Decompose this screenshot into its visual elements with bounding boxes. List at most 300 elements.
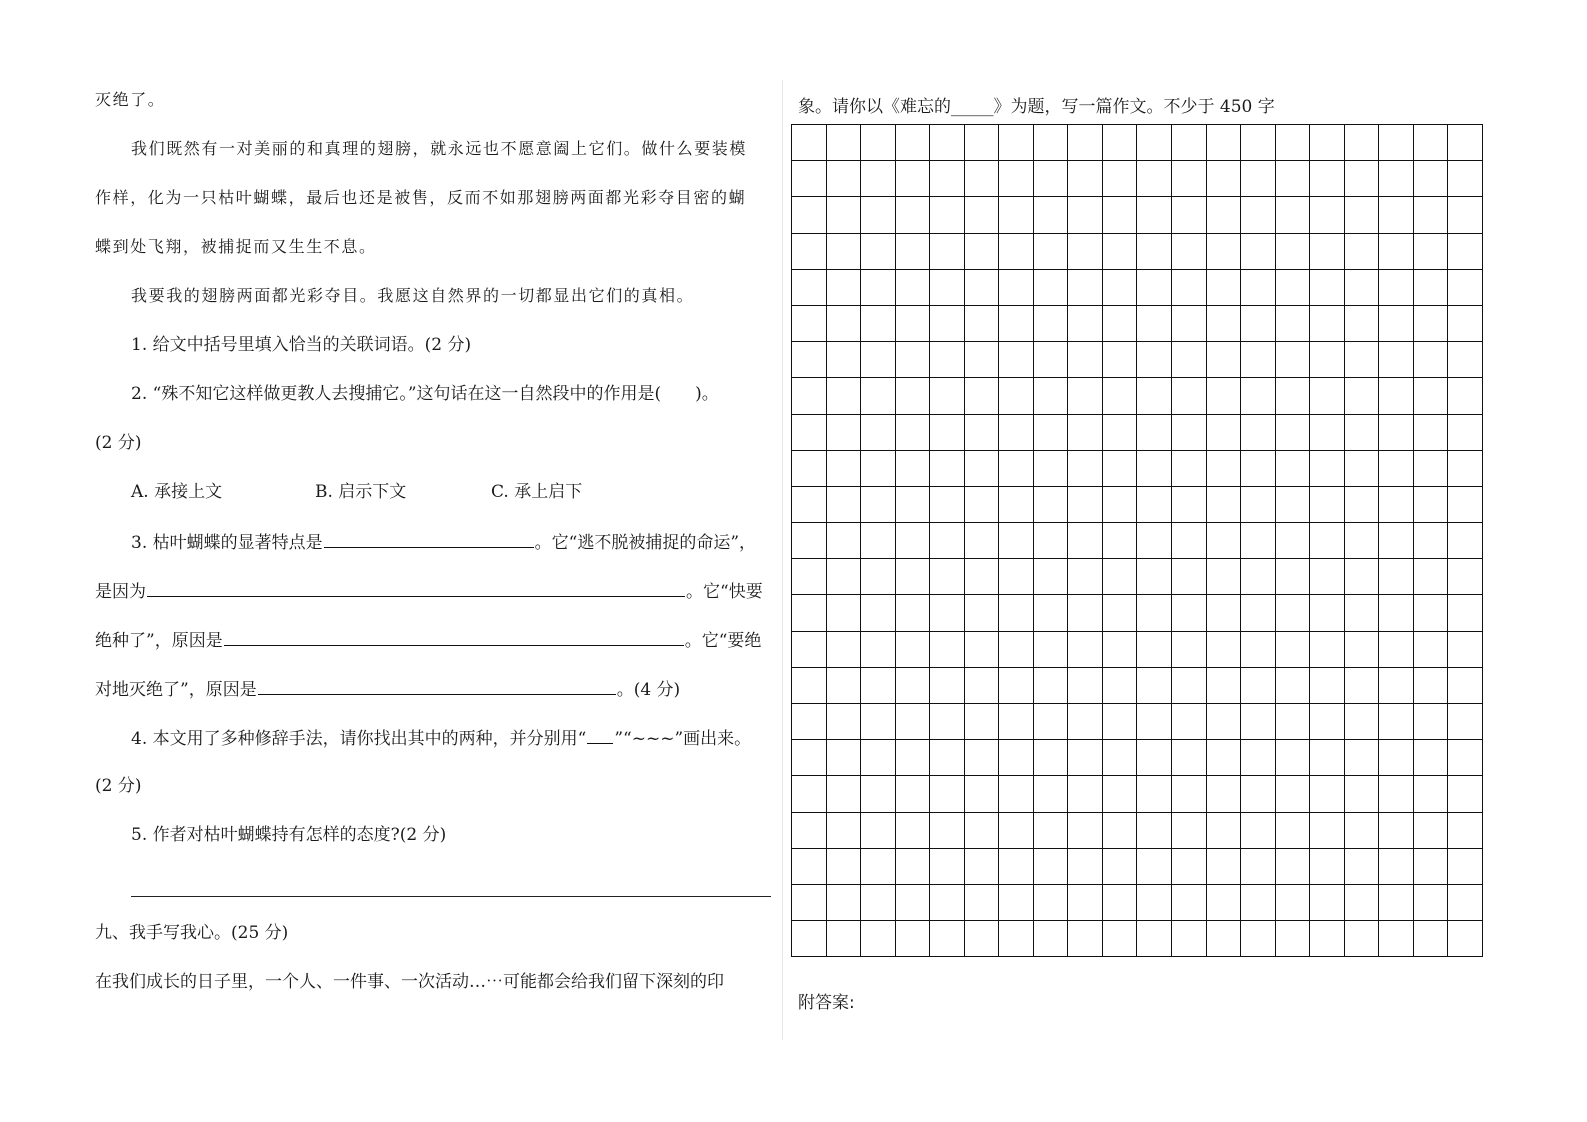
grid-cell[interactable] <box>1207 813 1242 849</box>
grid-cell[interactable] <box>930 595 965 631</box>
grid-cell[interactable] <box>1137 342 1172 378</box>
grid-cell[interactable] <box>792 451 827 487</box>
grid-cell[interactable] <box>1448 632 1483 668</box>
grid-cell[interactable] <box>1172 306 1207 342</box>
grid-cell[interactable] <box>1068 849 1103 885</box>
grid-cell[interactable] <box>1137 921 1172 957</box>
grid-cell[interactable] <box>1068 125 1103 161</box>
grid-cell[interactable] <box>827 270 862 306</box>
grid-cell[interactable] <box>1414 704 1449 740</box>
grid-cell[interactable] <box>792 270 827 306</box>
grid-cell[interactable] <box>999 161 1034 197</box>
grid-cell[interactable] <box>999 451 1034 487</box>
grid-cell[interactable] <box>965 849 1000 885</box>
grid-cell[interactable] <box>827 740 862 776</box>
grid-cell[interactable] <box>1379 704 1414 740</box>
grid-cell[interactable] <box>1448 487 1483 523</box>
grid-cell[interactable] <box>1276 921 1311 957</box>
grid-cell[interactable] <box>1241 125 1276 161</box>
grid-cell[interactable] <box>930 378 965 414</box>
grid-cell[interactable] <box>1034 161 1069 197</box>
grid-cell[interactable] <box>999 487 1034 523</box>
grid-cell[interactable] <box>1034 813 1069 849</box>
grid-cell[interactable] <box>1345 451 1380 487</box>
grid-cell[interactable] <box>827 885 862 921</box>
grid-cell[interactable] <box>1172 668 1207 704</box>
grid-cell[interactable] <box>1379 415 1414 451</box>
grid-cell[interactable] <box>1207 197 1242 233</box>
grid-cell[interactable] <box>896 885 931 921</box>
q3-blank-2[interactable] <box>147 578 685 597</box>
grid-cell[interactable] <box>827 342 862 378</box>
grid-cell[interactable] <box>1345 776 1380 812</box>
grid-cell[interactable] <box>861 632 896 668</box>
grid-cell[interactable] <box>1172 704 1207 740</box>
grid-cell[interactable] <box>999 415 1034 451</box>
grid-cell[interactable] <box>965 885 1000 921</box>
grid-cell[interactable] <box>1276 776 1311 812</box>
grid-cell[interactable] <box>1034 885 1069 921</box>
grid-cell[interactable] <box>1207 849 1242 885</box>
grid-cell[interactable] <box>896 740 931 776</box>
grid-cell[interactable] <box>999 776 1034 812</box>
grid-cell[interactable] <box>1172 921 1207 957</box>
grid-cell[interactable] <box>1379 161 1414 197</box>
grid-cell[interactable] <box>1414 451 1449 487</box>
grid-cell[interactable] <box>792 234 827 270</box>
grid-cell[interactable] <box>1207 885 1242 921</box>
grid-cell[interactable] <box>1068 378 1103 414</box>
grid-cell[interactable] <box>999 559 1034 595</box>
grid-cell[interactable] <box>1414 415 1449 451</box>
grid-cell[interactable] <box>1207 921 1242 957</box>
grid-cell[interactable] <box>1276 704 1311 740</box>
grid-cell[interactable] <box>1103 704 1138 740</box>
grid-cell[interactable] <box>1137 885 1172 921</box>
grid-cell[interactable] <box>896 125 931 161</box>
grid-cell[interactable] <box>1345 668 1380 704</box>
grid-cell[interactable] <box>1414 632 1449 668</box>
grid-cell[interactable] <box>930 234 965 270</box>
grid-cell[interactable] <box>1172 342 1207 378</box>
grid-cell[interactable] <box>1345 306 1380 342</box>
grid-cell[interactable] <box>930 125 965 161</box>
grid-cell[interactable] <box>861 740 896 776</box>
grid-cell[interactable] <box>1414 342 1449 378</box>
grid-cell[interactable] <box>999 125 1034 161</box>
grid-cell[interactable] <box>1068 306 1103 342</box>
grid-cell[interactable] <box>1448 776 1483 812</box>
grid-cell[interactable] <box>827 921 862 957</box>
grid-cell[interactable] <box>1414 776 1449 812</box>
grid-cell[interactable] <box>1034 451 1069 487</box>
grid-cell[interactable] <box>1310 849 1345 885</box>
grid-cell[interactable] <box>1103 776 1138 812</box>
grid-cell[interactable] <box>1345 921 1380 957</box>
grid-cell[interactable] <box>930 306 965 342</box>
grid-cell[interactable] <box>861 523 896 559</box>
grid-cell[interactable] <box>1207 161 1242 197</box>
grid-cell[interactable] <box>1172 849 1207 885</box>
grid-cell[interactable] <box>1241 559 1276 595</box>
grid-cell[interactable] <box>1172 632 1207 668</box>
grid-cell[interactable] <box>1068 197 1103 233</box>
grid-cell[interactable] <box>1276 378 1311 414</box>
grid-cell[interactable] <box>1448 559 1483 595</box>
grid-cell[interactable] <box>792 415 827 451</box>
grid-cell[interactable] <box>792 632 827 668</box>
grid-cell[interactable] <box>1448 306 1483 342</box>
grid-cell[interactable] <box>999 342 1034 378</box>
grid-cell[interactable] <box>1137 415 1172 451</box>
grid-cell[interactable] <box>1103 668 1138 704</box>
grid-cell[interactable] <box>1276 559 1311 595</box>
question-5-answer-line[interactable] <box>131 896 771 897</box>
grid-cell[interactable] <box>1448 668 1483 704</box>
grid-cell[interactable] <box>1448 451 1483 487</box>
grid-cell[interactable] <box>1103 921 1138 957</box>
grid-cell[interactable] <box>965 234 1000 270</box>
grid-cell[interactable] <box>1310 197 1345 233</box>
grid-cell[interactable] <box>1137 234 1172 270</box>
grid-cell[interactable] <box>1310 378 1345 414</box>
grid-cell[interactable] <box>827 306 862 342</box>
grid-cell[interactable] <box>1345 342 1380 378</box>
grid-cell[interactable] <box>1345 849 1380 885</box>
grid-cell[interactable] <box>965 704 1000 740</box>
grid-cell[interactable] <box>1172 813 1207 849</box>
grid-cell[interactable] <box>1310 740 1345 776</box>
grid-cell[interactable] <box>1241 306 1276 342</box>
grid-cell[interactable] <box>1345 234 1380 270</box>
grid-cell[interactable] <box>1068 451 1103 487</box>
grid-cell[interactable] <box>896 451 931 487</box>
grid-cell[interactable] <box>896 487 931 523</box>
grid-cell[interactable] <box>827 523 862 559</box>
grid-cell[interactable] <box>827 849 862 885</box>
grid-cell[interactable] <box>965 632 1000 668</box>
grid-cell[interactable] <box>1034 487 1069 523</box>
grid-cell[interactable] <box>827 161 862 197</box>
grid-cell[interactable] <box>1103 378 1138 414</box>
grid-cell[interactable] <box>999 632 1034 668</box>
grid-cell[interactable] <box>1034 415 1069 451</box>
grid-cell[interactable] <box>1172 451 1207 487</box>
grid-cell[interactable] <box>792 885 827 921</box>
grid-cell[interactable] <box>1034 740 1069 776</box>
grid-cell[interactable] <box>1276 342 1311 378</box>
grid-cell[interactable] <box>1241 849 1276 885</box>
grid-cell[interactable] <box>1379 740 1414 776</box>
grid-cell[interactable] <box>1068 270 1103 306</box>
grid-cell[interactable] <box>1137 740 1172 776</box>
grid-cell[interactable] <box>965 595 1000 631</box>
grid-cell[interactable] <box>896 632 931 668</box>
grid-cell[interactable] <box>1207 270 1242 306</box>
grid-cell[interactable] <box>1207 342 1242 378</box>
grid-cell[interactable] <box>1310 776 1345 812</box>
grid-cell[interactable] <box>965 813 1000 849</box>
grid-cell[interactable] <box>1345 487 1380 523</box>
grid-cell[interactable] <box>1241 595 1276 631</box>
grid-cell[interactable] <box>965 668 1000 704</box>
grid-cell[interactable] <box>1310 595 1345 631</box>
grid-cell[interactable] <box>965 306 1000 342</box>
grid-cell[interactable] <box>1241 451 1276 487</box>
grid-cell[interactable] <box>1068 342 1103 378</box>
grid-cell[interactable] <box>965 270 1000 306</box>
grid-cell[interactable] <box>1379 342 1414 378</box>
grid-cell[interactable] <box>1414 234 1449 270</box>
grid-cell[interactable] <box>1137 378 1172 414</box>
grid-cell[interactable] <box>827 595 862 631</box>
grid-cell[interactable] <box>999 668 1034 704</box>
grid-cell[interactable] <box>1034 668 1069 704</box>
grid-cell[interactable] <box>792 306 827 342</box>
grid-cell[interactable] <box>1068 487 1103 523</box>
grid-cell[interactable] <box>1379 306 1414 342</box>
grid-cell[interactable] <box>792 921 827 957</box>
grid-cell[interactable] <box>1414 885 1449 921</box>
grid-cell[interactable] <box>965 487 1000 523</box>
grid-cell[interactable] <box>965 197 1000 233</box>
grid-cell[interactable] <box>792 342 827 378</box>
grid-cell[interactable] <box>1310 921 1345 957</box>
grid-cell[interactable] <box>1103 632 1138 668</box>
grid-cell[interactable] <box>999 595 1034 631</box>
grid-cell[interactable] <box>1379 523 1414 559</box>
grid-cell[interactable] <box>999 234 1034 270</box>
grid-cell[interactable] <box>896 234 931 270</box>
grid-cell[interactable] <box>930 523 965 559</box>
grid-cell[interactable] <box>930 849 965 885</box>
grid-cell[interactable] <box>1379 668 1414 704</box>
grid-cell[interactable] <box>1345 270 1380 306</box>
grid-cell[interactable] <box>930 885 965 921</box>
grid-cell[interactable] <box>965 559 1000 595</box>
grid-cell[interactable] <box>1310 668 1345 704</box>
grid-cell[interactable] <box>1414 559 1449 595</box>
grid-cell[interactable] <box>792 740 827 776</box>
grid-cell[interactable] <box>792 378 827 414</box>
grid-cell[interactable] <box>792 125 827 161</box>
grid-cell[interactable] <box>1310 270 1345 306</box>
grid-cell[interactable] <box>1137 632 1172 668</box>
grid-cell[interactable] <box>1137 559 1172 595</box>
grid-cell[interactable] <box>1172 776 1207 812</box>
grid-cell[interactable] <box>1379 921 1414 957</box>
grid-cell[interactable] <box>896 849 931 885</box>
grid-cell[interactable] <box>861 595 896 631</box>
grid-cell[interactable] <box>1172 740 1207 776</box>
grid-cell[interactable] <box>827 559 862 595</box>
grid-cell[interactable] <box>792 487 827 523</box>
grid-cell[interactable] <box>1137 270 1172 306</box>
grid-cell[interactable] <box>1448 161 1483 197</box>
grid-cell[interactable] <box>1379 234 1414 270</box>
grid-cell[interactable] <box>827 813 862 849</box>
grid-cell[interactable] <box>1379 197 1414 233</box>
grid-cell[interactable] <box>999 197 1034 233</box>
grid-cell[interactable] <box>1276 306 1311 342</box>
grid-cell[interactable] <box>1034 921 1069 957</box>
grid-cell[interactable] <box>999 740 1034 776</box>
grid-cell[interactable] <box>1207 776 1242 812</box>
grid-cell[interactable] <box>999 306 1034 342</box>
grid-cell[interactable] <box>1034 125 1069 161</box>
grid-cell[interactable] <box>861 234 896 270</box>
grid-cell[interactable] <box>1379 487 1414 523</box>
grid-cell[interactable] <box>1068 740 1103 776</box>
grid-cell[interactable] <box>1207 595 1242 631</box>
grid-cell[interactable] <box>1448 921 1483 957</box>
grid-cell[interactable] <box>1137 306 1172 342</box>
grid-cell[interactable] <box>1172 415 1207 451</box>
grid-cell[interactable] <box>1276 632 1311 668</box>
grid-cell[interactable] <box>1241 523 1276 559</box>
grid-cell[interactable] <box>1414 487 1449 523</box>
grid-cell[interactable] <box>1172 378 1207 414</box>
grid-cell[interactable] <box>1310 487 1345 523</box>
grid-cell[interactable] <box>792 813 827 849</box>
grid-cell[interactable] <box>861 197 896 233</box>
grid-cell[interactable] <box>1310 813 1345 849</box>
grid-cell[interactable] <box>930 342 965 378</box>
grid-cell[interactable] <box>1137 161 1172 197</box>
grid-cell[interactable] <box>792 523 827 559</box>
grid-cell[interactable] <box>1276 270 1311 306</box>
grid-cell[interactable] <box>1448 270 1483 306</box>
grid-cell[interactable] <box>1137 704 1172 740</box>
grid-cell[interactable] <box>1448 342 1483 378</box>
grid-cell[interactable] <box>792 161 827 197</box>
grid-cell[interactable] <box>861 813 896 849</box>
grid-cell[interactable] <box>1068 234 1103 270</box>
grid-cell[interactable] <box>1379 849 1414 885</box>
grid-cell[interactable] <box>965 161 1000 197</box>
grid-cell[interactable] <box>1034 559 1069 595</box>
grid-cell[interactable] <box>861 270 896 306</box>
grid-cell[interactable] <box>1068 632 1103 668</box>
grid-cell[interactable] <box>1137 125 1172 161</box>
grid-cell[interactable] <box>1103 270 1138 306</box>
grid-cell[interactable] <box>1276 668 1311 704</box>
grid-cell[interactable] <box>1241 378 1276 414</box>
grid-cell[interactable] <box>1137 668 1172 704</box>
grid-cell[interactable] <box>827 776 862 812</box>
grid-cell[interactable] <box>1345 632 1380 668</box>
grid-cell[interactable] <box>1414 378 1449 414</box>
grid-cell[interactable] <box>1103 595 1138 631</box>
grid-cell[interactable] <box>1310 704 1345 740</box>
grid-cell[interactable] <box>965 740 1000 776</box>
grid-cell[interactable] <box>1034 270 1069 306</box>
grid-cell[interactable] <box>827 704 862 740</box>
grid-cell[interactable] <box>827 234 862 270</box>
grid-cell[interactable] <box>1276 740 1311 776</box>
grid-cell[interactable] <box>1310 451 1345 487</box>
grid-cell[interactable] <box>1034 378 1069 414</box>
grid-cell[interactable] <box>1241 270 1276 306</box>
grid-cell[interactable] <box>861 306 896 342</box>
grid-cell[interactable] <box>827 668 862 704</box>
grid-cell[interactable] <box>896 813 931 849</box>
grid-cell[interactable] <box>1448 197 1483 233</box>
grid-cell[interactable] <box>861 668 896 704</box>
grid-cell[interactable] <box>1345 740 1380 776</box>
grid-cell[interactable] <box>1414 921 1449 957</box>
grid-cell[interactable] <box>1034 704 1069 740</box>
grid-cell[interactable] <box>1345 559 1380 595</box>
grid-cell[interactable] <box>1241 776 1276 812</box>
grid-cell[interactable] <box>1137 776 1172 812</box>
grid-cell[interactable] <box>1103 885 1138 921</box>
grid-cell[interactable] <box>1207 523 1242 559</box>
grid-cell[interactable] <box>1241 668 1276 704</box>
grid-cell[interactable] <box>965 523 1000 559</box>
grid-cell[interactable] <box>999 885 1034 921</box>
grid-cell[interactable] <box>1172 161 1207 197</box>
grid-cell[interactable] <box>1207 378 1242 414</box>
grid-cell[interactable] <box>1068 523 1103 559</box>
grid-cell[interactable] <box>1103 559 1138 595</box>
grid-cell[interactable] <box>1241 342 1276 378</box>
grid-cell[interactable] <box>1448 523 1483 559</box>
grid-cell[interactable] <box>1172 487 1207 523</box>
grid-cell[interactable] <box>1379 559 1414 595</box>
grid-cell[interactable] <box>965 378 1000 414</box>
grid-cell[interactable] <box>896 921 931 957</box>
grid-cell[interactable] <box>1103 523 1138 559</box>
grid-cell[interactable] <box>1414 740 1449 776</box>
grid-cell[interactable] <box>861 704 896 740</box>
grid-cell[interactable] <box>1379 378 1414 414</box>
grid-cell[interactable] <box>1345 885 1380 921</box>
grid-cell[interactable] <box>1034 595 1069 631</box>
grid-cell[interactable] <box>1103 161 1138 197</box>
grid-cell[interactable] <box>1414 595 1449 631</box>
grid-cell[interactable] <box>1034 849 1069 885</box>
grid-cell[interactable] <box>1172 523 1207 559</box>
grid-cell[interactable] <box>1207 415 1242 451</box>
grid-cell[interactable] <box>1414 161 1449 197</box>
grid-cell[interactable] <box>930 740 965 776</box>
grid-cell[interactable] <box>861 849 896 885</box>
grid-cell[interactable] <box>1207 234 1242 270</box>
grid-cell[interactable] <box>1276 451 1311 487</box>
grid-cell[interactable] <box>1310 523 1345 559</box>
grid-cell[interactable] <box>999 849 1034 885</box>
grid-cell[interactable] <box>1103 125 1138 161</box>
grid-cell[interactable] <box>930 704 965 740</box>
grid-cell[interactable] <box>1241 704 1276 740</box>
grid-cell[interactable] <box>1034 197 1069 233</box>
grid-cell[interactable] <box>1276 595 1311 631</box>
grid-cell[interactable] <box>1241 885 1276 921</box>
grid-cell[interactable] <box>1310 632 1345 668</box>
grid-cell[interactable] <box>1276 813 1311 849</box>
grid-cell[interactable] <box>1241 487 1276 523</box>
grid-cell[interactable] <box>1276 523 1311 559</box>
grid-cell[interactable] <box>1068 921 1103 957</box>
grid-cell[interactable] <box>999 378 1034 414</box>
grid-cell[interactable] <box>1172 559 1207 595</box>
grid-cell[interactable] <box>792 668 827 704</box>
grid-cell[interactable] <box>1137 595 1172 631</box>
grid-cell[interactable] <box>1345 197 1380 233</box>
grid-cell[interactable] <box>965 125 1000 161</box>
grid-cell[interactable] <box>1310 125 1345 161</box>
